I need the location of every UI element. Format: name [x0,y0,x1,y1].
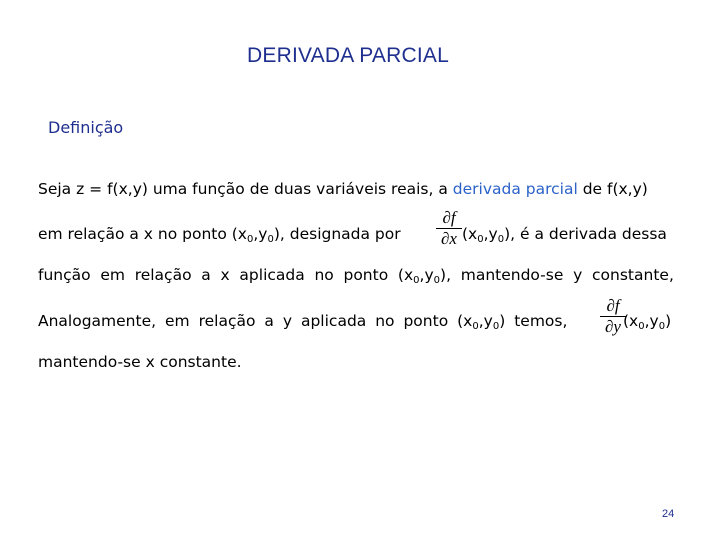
point-close: ) [499,312,506,330]
subscript: 0 [638,321,645,332]
subscript: 0 [658,321,666,332]
point-text [457,312,505,330]
word: y [573,266,583,284]
word: Analogamente, [38,312,157,330]
fraction-numerator: ∂f [606,296,620,315]
definition-line-3 [38,266,674,286]
word: x [220,266,230,284]
word: relação [198,312,256,330]
word: no [314,266,334,284]
point-close: ) [665,312,672,330]
word: mantendo-se [460,266,564,284]
line4-after: temos, [505,312,568,330]
subscript: 0 [413,275,420,286]
word: ponto [343,266,389,284]
point-mid: ,y [478,312,493,330]
highlight-term: derivada parcial [452,180,578,198]
word: a [201,266,211,284]
line2-end: ), designada por [273,225,401,243]
word: relação [134,266,192,284]
word: função [38,266,91,284]
subscript: 0 [267,234,274,245]
line2-mid: ,y [253,225,268,243]
word: em [100,266,125,284]
point-open: (x [623,312,639,330]
word: aplicada [239,266,305,284]
section-heading: Definição [48,118,124,137]
subscript: 0 [497,234,505,245]
word: no [375,312,395,330]
fraction-numerator: ∂f [442,208,456,227]
point-mid: ,y [644,312,659,330]
point-close: ), é a derivada dessa [504,225,667,243]
definition-line-5: mantendo-se x constante. [38,353,242,371]
point-y-text [623,312,671,332]
word: aplicada [300,312,367,330]
partial-derivative-x [436,209,462,248]
point-x-text [462,225,667,245]
word: ponto [403,312,449,330]
word: em [165,312,190,330]
page-number: 24 [662,508,675,520]
page-title: DERIVADA PARCIAL [247,44,449,67]
definition-line-4 [38,312,567,332]
subscript: 0 [246,234,254,245]
word: a [264,312,274,330]
definition-line-2 [38,225,401,245]
subscript: 0 [433,275,441,286]
line1-after: de f(x,y) [577,180,648,198]
word: y [282,312,293,330]
line1-before: Seja z = f(x,y) uma função de duas variáveis reais, a [38,180,453,198]
fraction-denominator: ∂y [605,317,621,336]
point-word: $(x_0,y_0)$, [397,266,451,286]
point-open: (x [457,312,473,330]
subscript: 0 [492,321,500,332]
subscript: 0 [477,234,484,245]
point-open: (x [462,225,478,243]
subscript: 0 [472,321,479,332]
point-mid: ,y [483,225,498,243]
line2-text: em relação a x no ponto (x [38,225,247,243]
definition-line-1 [38,180,648,198]
word: constante, [592,266,674,284]
fraction-denominator: ∂x [441,229,457,248]
